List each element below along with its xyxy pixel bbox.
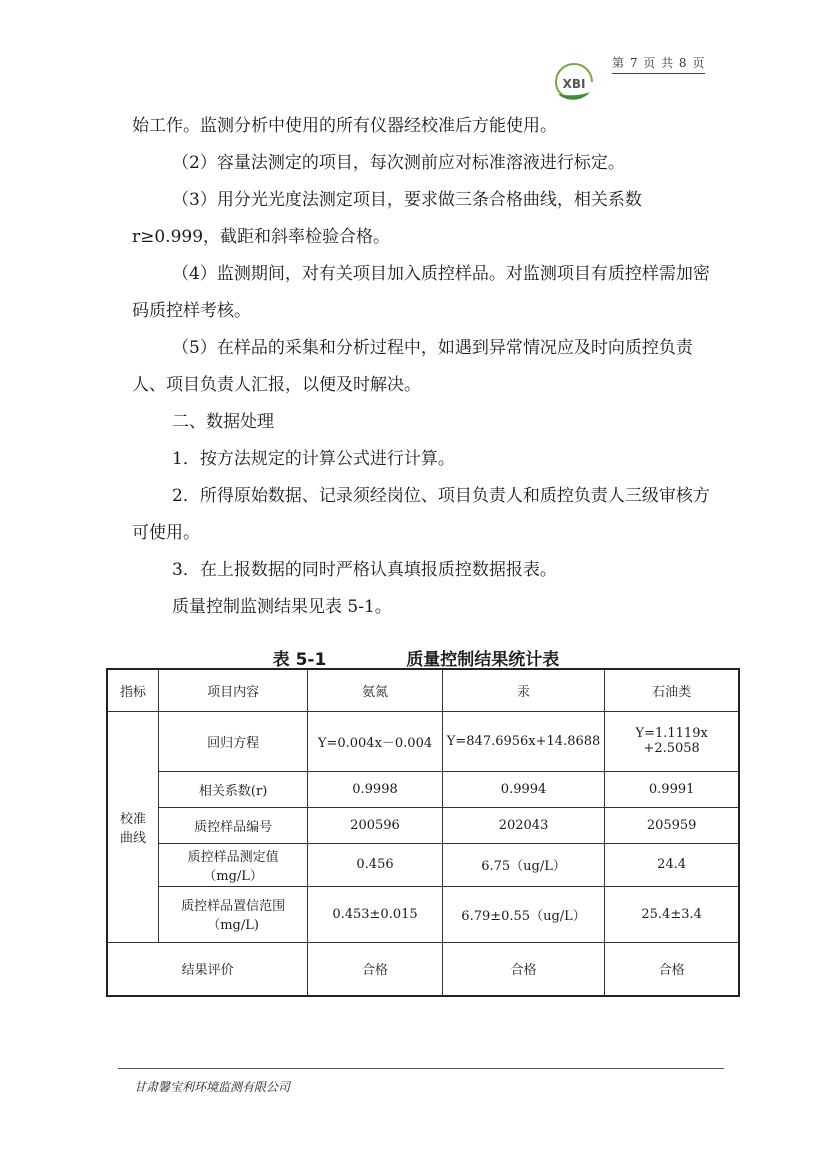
table-cell: 25.4±3.4 (605, 886, 739, 942)
table-cell: 0.9991 (605, 771, 739, 807)
result-cell: 合格 (308, 942, 443, 996)
page-number: 第 7 页 共 8 页 (612, 54, 705, 74)
table-cell: Y=1.1119x +2.5058 (605, 711, 739, 771)
table-cell: 202043 (442, 807, 605, 843)
company-footer: 甘肃馨宝利环境监测有限公司 (134, 1080, 291, 1094)
table-row (107, 711, 739, 771)
table-row (107, 771, 739, 807)
table-cell: 0.456 (308, 843, 443, 886)
table-row (107, 807, 739, 843)
result-row (107, 942, 739, 996)
result-label: 结果评价 (107, 942, 308, 996)
footer-divider (118, 1068, 724, 1069)
logo-text: XBI (562, 77, 586, 91)
table-cell: Y=0.004x－0.004 (308, 711, 443, 771)
table-row (107, 886, 739, 942)
table-cell: 6.75（ug/L） (442, 843, 605, 886)
paragraph: （3）用分光光度法测定项目，要求做三条合格曲线，相关系数r≥0.999，截距和斜率检验合格。 (132, 190, 642, 247)
table-cell: 0.9998 (308, 771, 443, 807)
row-label: 质控样品编号 (159, 807, 308, 843)
header-cell: 项目内容 (159, 669, 308, 711)
company-logo (550, 58, 598, 106)
header-cell: 汞 (442, 669, 605, 711)
table-title: 质量控制结果统计表 (406, 650, 560, 670)
quality-control-table (106, 668, 740, 997)
table-cell: 200596 (308, 807, 443, 843)
header-cell: 石油类 (605, 669, 739, 711)
row-label: 回归方程 (159, 711, 308, 771)
paragraph: （2）容量法测定的项目，每次测前应对标准溶液进行标定。 (172, 153, 625, 173)
row-label: 质控样品置信范围（mg/L) (159, 886, 308, 942)
table-cell: 0.9994 (442, 771, 605, 807)
paragraph: 2．所得原始数据、记录须经岗位、项目负责人和质控负责人三级审核方可使用。 (132, 486, 710, 543)
result-cell: 合格 (442, 942, 605, 996)
table-cell: 24.4 (605, 843, 739, 886)
section-heading: 二、数据处理 (172, 412, 274, 432)
row-label: 相关系数(r) (159, 771, 308, 807)
table-cell: Y=847.6956x+14.8688 (442, 711, 605, 771)
table-cell: 0.453±0.015 (308, 886, 443, 942)
paragraph: （5）在样品的采集和分析过程中，如遇到异常情况应及时向质控负责人、项目负责人汇报，以便及时解决。 (132, 338, 693, 395)
paragraph: 质量控制监测结果见表 5-1。 (172, 597, 392, 617)
table-row (107, 843, 739, 886)
table-caption (0, 645, 832, 670)
table-cell: 6.79±0.55（ug/L） (442, 886, 605, 942)
group-label-cell: 校准曲线 (107, 711, 159, 942)
paragraph: （4）监测期间，对有关项目加入质控样品。对监测项目有质控样需加密码质控样考核。 (132, 264, 710, 321)
header-cell: 指标 (107, 669, 159, 711)
table-header-row (107, 669, 739, 711)
paragraph: 3．在上报数据的同时严格认真填报质控数据报表。 (172, 560, 557, 580)
paragraph: 始工作。监测分析中使用的所有仪器经校准后方能使用。 (132, 116, 557, 136)
header-cell: 氨氮 (308, 669, 443, 711)
row-label: 质控样品测定值（mg/L） (159, 843, 308, 886)
result-cell: 合格 (605, 942, 739, 996)
table-number: 表 5-1 (272, 650, 327, 670)
table-cell: 205959 (605, 807, 739, 843)
body-text (132, 108, 714, 626)
paragraph: 1．按方法规定的计算公式进行计算。 (172, 449, 455, 469)
